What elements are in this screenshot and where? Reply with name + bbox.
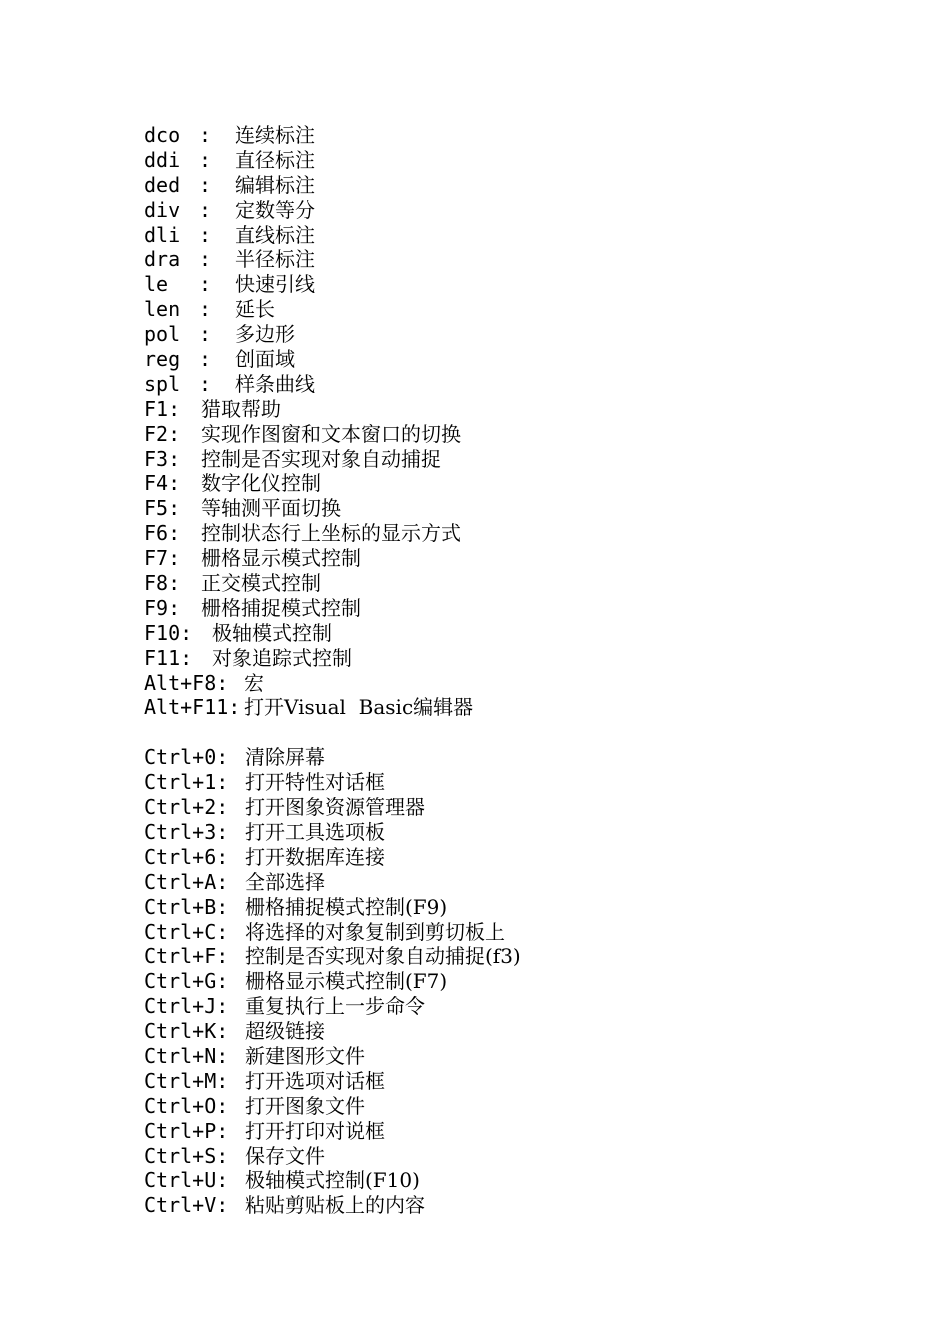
ctrlkey-command: Ctrl+U: (144, 1168, 229, 1193)
altkey-command: Alt+F11: (144, 695, 241, 720)
ctrlkey-command: Ctrl+B: (144, 894, 229, 919)
ctrlkey-row (144, 1044, 904, 1069)
ctrlkey-command: Ctrl+J: (144, 994, 229, 1019)
shortcut-list (144, 123, 904, 1218)
ctrlkey-command: Ctrl+K: (144, 1019, 229, 1044)
ctrlkey-row (144, 770, 904, 795)
alias-command: reg (144, 347, 181, 372)
alias-description: 直线标注 (235, 222, 315, 247)
fkey-command: F3: (144, 446, 181, 471)
ctrlkey-row (144, 895, 904, 920)
fkey-row (144, 447, 904, 472)
fkey-command: F4: (144, 471, 181, 496)
alias-description: 创面域 (235, 347, 295, 372)
fkey-description: 控制是否实现对象自动捕捉 (201, 446, 441, 471)
ctrlkey-row (144, 920, 904, 945)
fkey-description: 猎取帮助 (201, 396, 281, 421)
ctrlkey-command: Ctrl+S: (144, 1143, 229, 1168)
fkey-command: F10: (144, 620, 193, 645)
ctrlkey-row (144, 795, 904, 820)
ctrlkey-description: 打开数据库连接 (245, 844, 385, 869)
fkey-description: 实现作图窗和文本窗口的切换 (201, 421, 461, 446)
alias-description: 半径标注 (235, 247, 315, 272)
alias-command: spl (144, 371, 181, 396)
ctrlkey-description: 打开工具选项板 (245, 819, 385, 844)
alias-description: 直径标注 (235, 147, 315, 172)
fkey-row (144, 546, 904, 571)
fkey-row (144, 521, 904, 546)
fkey-command: F6: (144, 521, 181, 546)
ctrlkey-description: 打开选项对话框 (245, 1068, 385, 1093)
alias-command: dra (144, 247, 181, 272)
alias-command: pol (144, 322, 181, 347)
ctrlkey-command: Ctrl+M: (144, 1068, 229, 1093)
ctrlkey-row (144, 870, 904, 895)
alias-row (144, 322, 904, 347)
ctrlkey-row (144, 944, 904, 969)
ctrlkey-row (144, 994, 904, 1019)
fkey-row (144, 621, 904, 646)
alias-description: 编辑标注 (235, 172, 315, 197)
ctrlkey-row (144, 1069, 904, 1094)
ctrlkey-row (144, 845, 904, 870)
alias-separator: : (199, 272, 212, 297)
alias-row (144, 247, 904, 272)
fkey-command: F9: (144, 595, 181, 620)
fkey-command: F11: (144, 645, 193, 670)
ctrlkey-description: 打开图象文件 (245, 1093, 365, 1118)
fkey-row (144, 471, 904, 496)
alias-description: 快速引线 (235, 272, 315, 297)
fkey-description: 等轴测平面切换 (201, 496, 341, 521)
alias-separator: : (199, 197, 212, 222)
fkey-row (144, 646, 904, 671)
ctrlkey-description: 重复执行上一步命令 (245, 994, 425, 1019)
fkey-row (144, 596, 904, 621)
alias-command: dli (144, 222, 181, 247)
alias-command: le (144, 272, 169, 297)
alias-command: dco (144, 123, 181, 147)
fkey-command: F7: (144, 546, 181, 571)
ctrlkey-row (144, 1119, 904, 1144)
ctrlkey-command: Ctrl+N: (144, 1043, 229, 1068)
ctrlkey-command: Ctrl+G: (144, 969, 229, 994)
alias-description: 连续标注 (235, 123, 315, 147)
ctrlkey-command: Ctrl+A: (144, 869, 229, 894)
fkey-description: 对象追踪式控制 (212, 645, 352, 670)
alias-row (144, 223, 904, 248)
fkey-command: F5: (144, 496, 181, 521)
ctrlkey-description: 粘贴剪贴板上的内容 (245, 1193, 425, 1218)
ctrlkey-description: 打开特性对话框 (245, 770, 385, 795)
fkey-description: 极轴模式控制 (212, 620, 332, 645)
ctrlkey-description: 将选择的对象复制到剪切板上 (245, 919, 505, 944)
alias-row (144, 148, 904, 173)
ctrlkey-command: Ctrl+P: (144, 1118, 229, 1143)
ctrlkey-command: Ctrl+2: (144, 795, 229, 820)
alias-row (144, 347, 904, 372)
fkey-description: 正交模式控制 (201, 571, 321, 596)
alias-separator: : (199, 297, 212, 322)
fkey-command: F1: (144, 396, 181, 421)
ctrlkey-row (144, 1168, 904, 1193)
altkey-command: Alt+F8: (144, 670, 229, 695)
alias-description: 定数等分 (235, 197, 315, 222)
blank-line (144, 720, 904, 745)
alias-row (144, 173, 904, 198)
alias-row (144, 297, 904, 322)
ctrlkey-description: 新建图形文件 (245, 1043, 365, 1068)
ctrlkey-description: 全部选择 (245, 869, 325, 894)
ctrlkey-command: Ctrl+0: (144, 745, 229, 770)
fkey-row (144, 496, 904, 521)
altkey-description: 宏 (244, 670, 264, 695)
alias-separator: : (199, 322, 212, 347)
alias-command: ddi (144, 147, 181, 172)
ctrlkey-command: Ctrl+1: (144, 770, 229, 795)
fkey-row (144, 571, 904, 596)
alias-description: 多边形 (235, 322, 295, 347)
alias-row (144, 198, 904, 223)
alias-separator: : (199, 172, 212, 197)
altkey-description: 打开Visual Basic编辑器 (244, 695, 474, 720)
alias-row (144, 123, 904, 148)
fkey-row (144, 397, 904, 422)
fkey-description: 控制状态行上坐标的显示方式 (201, 521, 461, 546)
alias-command: len (144, 297, 181, 322)
fkey-row (144, 422, 904, 447)
ctrlkey-description: 打开图象资源管理器 (245, 795, 425, 820)
alias-separator: : (199, 371, 212, 396)
ctrlkey-description: 栅格显示模式控制(F7) (245, 969, 448, 994)
alias-command: div (144, 197, 181, 222)
alias-separator: : (199, 147, 212, 172)
alias-description: 样条曲线 (235, 371, 315, 396)
ctrlkey-description: 打开打印对说框 (245, 1118, 385, 1143)
ctrlkey-row (144, 745, 904, 770)
ctrlkey-description: 控制是否实现对象自动捕捉(f3) (245, 944, 521, 969)
alias-row (144, 272, 904, 297)
ctrlkey-row (144, 820, 904, 845)
alias-separator: : (199, 123, 212, 147)
ctrlkey-description: 超级链接 (245, 1019, 325, 1044)
ctrlkey-description: 极轴模式控制(F10) (245, 1168, 420, 1193)
ctrlkey-row (144, 1193, 904, 1218)
ctrlkey-row (144, 969, 904, 994)
ctrlkey-command: Ctrl+V: (144, 1193, 229, 1218)
ctrlkey-description: 保存文件 (245, 1143, 325, 1168)
fkey-command: F2: (144, 421, 181, 446)
ctrlkey-command: Ctrl+O: (144, 1093, 229, 1118)
altkey-row (144, 671, 904, 696)
alias-row (144, 372, 904, 397)
ctrlkey-description: 栅格捕捉模式控制(F9) (245, 894, 448, 919)
altkey-row (144, 695, 904, 720)
ctrlkey-description: 清除屏幕 (245, 745, 325, 770)
ctrlkey-row (144, 1094, 904, 1119)
fkey-description: 栅格捕捉模式控制 (201, 595, 361, 620)
fkey-command: F8: (144, 571, 181, 596)
ctrlkey-command: Ctrl+3: (144, 819, 229, 844)
ctrlkey-row (144, 1144, 904, 1169)
ctrlkey-command: Ctrl+C: (144, 919, 229, 944)
alias-description: 延长 (235, 297, 275, 322)
alias-separator: : (199, 222, 212, 247)
ctrlkey-row (144, 1019, 904, 1044)
alias-separator: : (199, 247, 212, 272)
fkey-description: 栅格显示模式控制 (201, 546, 361, 571)
alias-command: ded (144, 172, 181, 197)
ctrlkey-command: Ctrl+6: (144, 844, 229, 869)
ctrlkey-command: Ctrl+F: (144, 944, 229, 969)
fkey-description: 数字化仪控制 (201, 471, 321, 496)
alias-separator: : (199, 347, 212, 372)
